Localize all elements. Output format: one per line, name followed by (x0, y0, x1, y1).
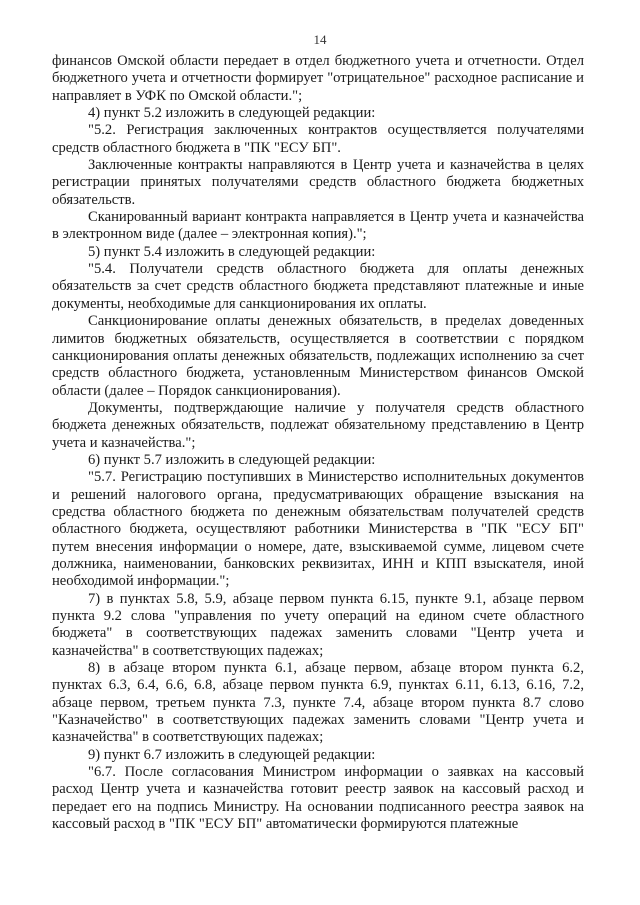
paragraph-item-6: 6) пункт 5.7 изложить в следующей редакции: (88, 451, 376, 468)
paragraph: Сканированный вариант контракта направляется в Центр учета и казначейства в электронном виде (далее – электронная копия)."; (52, 209, 584, 243)
paragraph-clause-6-7: "6.7. После согласования Министром информации о заявках на кассовый расход Центр учета и казначейства готовит реестр заявок на кассовый расход и передает его на подпись Министру. На основании подписанного реестра заявок на кассовый расход в "ПК "ЕСУ БП" автоматически формируются платежные (52, 764, 584, 833)
paragraph-item-7: 7) в пунктах 5.8, 5.9, абзаце первом пункта 6.15, пункте 9.1, абзаце первом пункта 9.2 слова "управления по учету операций на едином счете областного бюджета" в соответствующих падежах заменить словами "Центр учета и казначейства" в соответствующих падежах; (52, 590, 584, 659)
paragraph-clause-5-4: "5.4. Получатели средств областного бюджета для оплаты денежных обязательств за счет средств областного бюджета представляют платежные и иные документы, необходимые для санкционирования их оплаты. (52, 261, 584, 312)
paragraph-clause-5-2: "5.2. Регистрация заключенных контрактов осуществляется получателями средств областного бюджета в "ПК "ЕСУ БП". (52, 122, 584, 156)
paragraph: Санкционирование оплаты денежных обязательств, в пределах доведенных лимитов бюджетных обязательств, осуществляется в соответствии с порядком санкционирования оплаты денежных обязательств, подлежащих исполнению за счет средств областного бюджета, установленным Министерством финансов Омской области (далее – Порядок санкционирования). (52, 313, 584, 399)
paragraph-item-5: 5) пункт 5.4 изложить в следующей редакции: (88, 243, 376, 260)
paragraph-continuation: финансов Омской области передает в отдел бюджетного учета и отчетности. Отдел бюджетного учета и отчетности формирует "отрицательное" расходное расписание и направляет в УФК по Омской области."; (52, 53, 584, 104)
document-body (52, 53, 584, 833)
page-number: 14 (313, 32, 327, 47)
paragraph: Заключенные контракты направляются в Центр учета и казначейства в целях регистрации принятых получателями средств областного бюджета бюджетных обязательств. (52, 157, 584, 208)
paragraph-clause-5-7: "5.7. Регистрацию поступивших в Министерство исполнительных документов и решений налогового органа, предусматривающих обращение взыскания на средства областного бюджета по денежным обязательствам получателей средств областного бюджета, осуществляют работники Министерства в "ПК "ЕСУ БП" путем внесения информации о номере, дате, взыскиваемой сумме, лицевом счете должника, наименовании, банковских реквизитах, ИНН и КПП взыскателя, иной необходимой информации."; (52, 469, 584, 590)
paragraph-item-8: 8) в абзаце втором пункта 6.1, абзаце первом, абзаце втором пункта 6.2, пунктах 6.3, 6.4, 6.6, 6.8, абзаце первом пункта 6.9, пунктах 6.11, 6.13, 6.16, 7.2, абзаце первом, третьем пункта 7.3, пункте 7.4, абзаце втором пункта 8.7 слово "Казначейство" в соответствующих падежах заменить словами "Центр учета и казначейства" в соответствующих падежах; (52, 660, 584, 746)
paragraph: Документы, подтверждающие наличие у получателя средств областного бюджета денежных обязательств, подлежат обязательному представлению в Центр учета и казначейства."; (52, 399, 584, 451)
paragraph-item-4: 4) пункт 5.2 изложить в следующей редакции: (88, 105, 376, 122)
paragraph-item-9: 9) пункт 6.7 изложить в следующей редакции: (88, 746, 376, 763)
